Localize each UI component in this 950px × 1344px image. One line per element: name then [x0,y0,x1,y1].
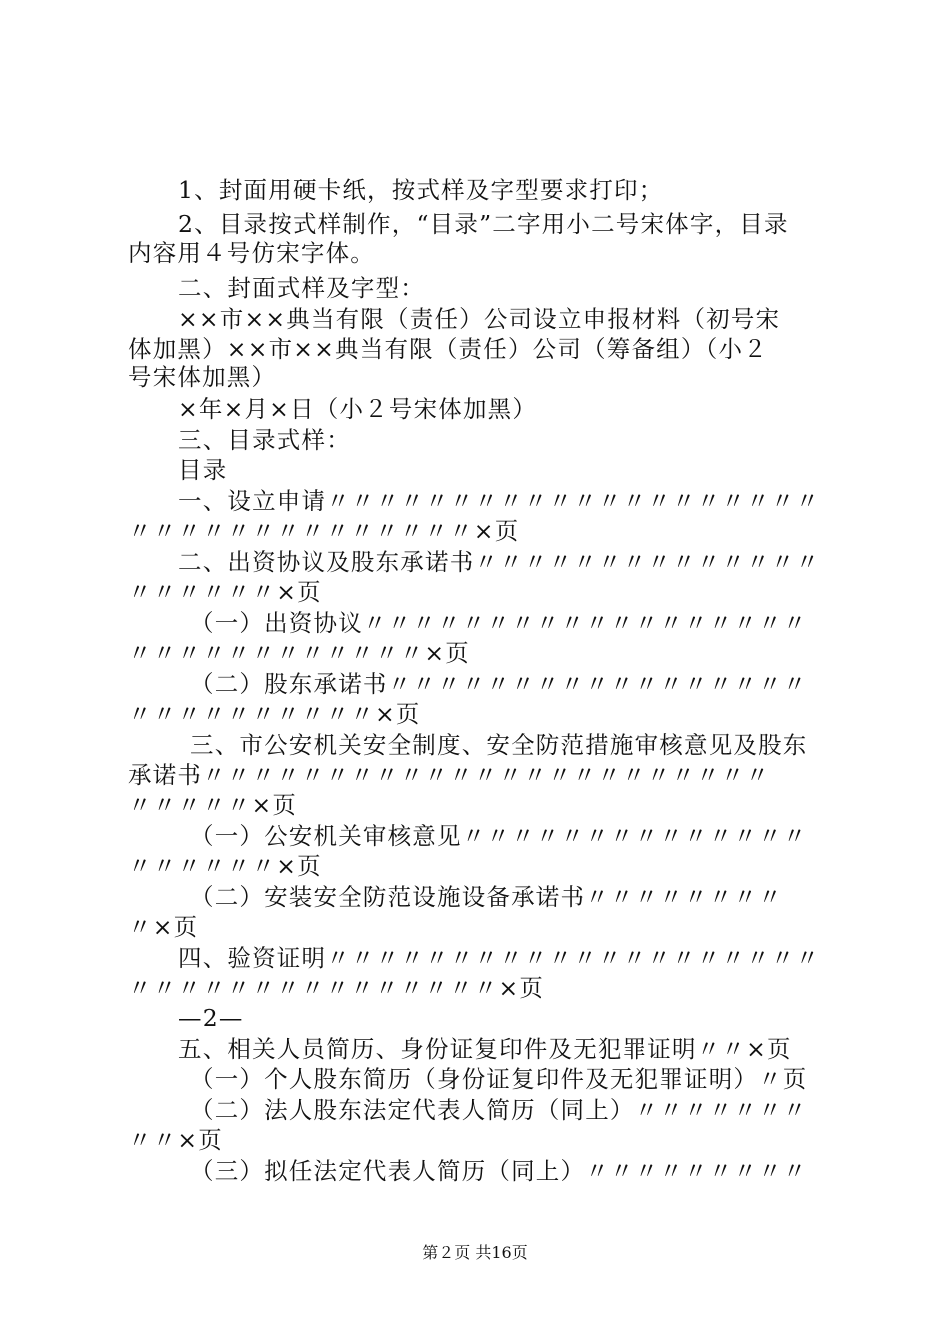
text-line: 〃〃×页 [128,1126,223,1154]
text-line: 二、出资协议及股东承诺书〃〃〃〃〃〃〃〃〃〃〃〃〃〃 [178,548,821,576]
text-line: 2、目录按式样制作，“目录”二字用小二号宋体字，目录 [178,210,789,238]
page-footer: 第２页 共16页 [422,1243,528,1262]
text-line: 五、相关人员简历、身份证复印件及无犯罪证明〃〃×页 [178,1035,792,1063]
text-line: （二）安装安全防范设施设备承诺书〃〃〃〃〃〃〃〃 [190,883,783,911]
text-line: （二）法人股东法定代表人简历（同上）〃〃〃〃〃〃〃 [190,1096,808,1124]
text-line: 三、市公安机关安全制度、安全防范措施审核意见及股东 [190,731,808,759]
text-line: —2— [178,1004,244,1032]
text-line: 四、验资证明〃〃〃〃〃〃〃〃〃〃〃〃〃〃〃〃〃〃〃〃 [178,944,821,972]
text-line: 〃〃〃〃〃×页 [128,791,298,819]
text-line: 〃〃〃〃〃〃〃〃〃〃×页 [128,700,421,728]
text-line: 〃〃〃〃〃〃×页 [128,852,322,880]
text-line: （二）股东承诺书〃〃〃〃〃〃〃〃〃〃〃〃〃〃〃〃〃 [190,670,808,698]
text-line: 承诺书〃〃〃〃〃〃〃〃〃〃〃〃〃〃〃〃〃〃〃〃〃〃〃 [128,761,771,789]
text-line: 〃〃〃〃〃〃〃〃〃〃〃〃×页 [128,639,470,667]
text-line: 1、封面用硬卡纸，按式样及字型要求打印； [178,176,664,204]
text-line: 〃〃〃〃〃〃〃〃〃〃〃〃〃〃〃×页 [128,974,545,1002]
text-line: 体加黑）××市××典当有限（责任）公司（筹备组）（小２ [128,335,768,363]
text-line: （一）出资协议〃〃〃〃〃〃〃〃〃〃〃〃〃〃〃〃〃〃 [190,609,808,637]
text-line: 〃〃〃〃〃〃〃〃〃〃〃〃〃〃×页 [128,517,520,545]
text-line: （一）个人股东简历（身份证复印件及无犯罪证明）〃页 [190,1065,808,1093]
text-line: 二、封面式样及字型： [178,274,425,302]
text-line: 内容用４号仿宋字体。 [128,239,375,267]
text-line: 号宋体加黑） [128,363,277,391]
text-line: 三、目录式样： [178,426,351,454]
text-line: ××市××典当有限（责任）公司设立申报材料（初号宋 [178,305,781,333]
text-line: 〃〃〃〃〃〃×页 [128,578,322,606]
text-line: 一、设立申请〃〃〃〃〃〃〃〃〃〃〃〃〃〃〃〃〃〃〃〃 [178,487,821,515]
text-line: 〃×页 [128,913,199,941]
text-line: （三）拟任法定代表人简历（同上）〃〃〃〃〃〃〃〃〃 [190,1157,808,1185]
text-line: （一）公安机关审核意见〃〃〃〃〃〃〃〃〃〃〃〃〃〃 [190,822,808,850]
text-line: 目录 [178,456,228,484]
text-line: ×年×月×日（小２号宋体加黑） [178,395,538,423]
